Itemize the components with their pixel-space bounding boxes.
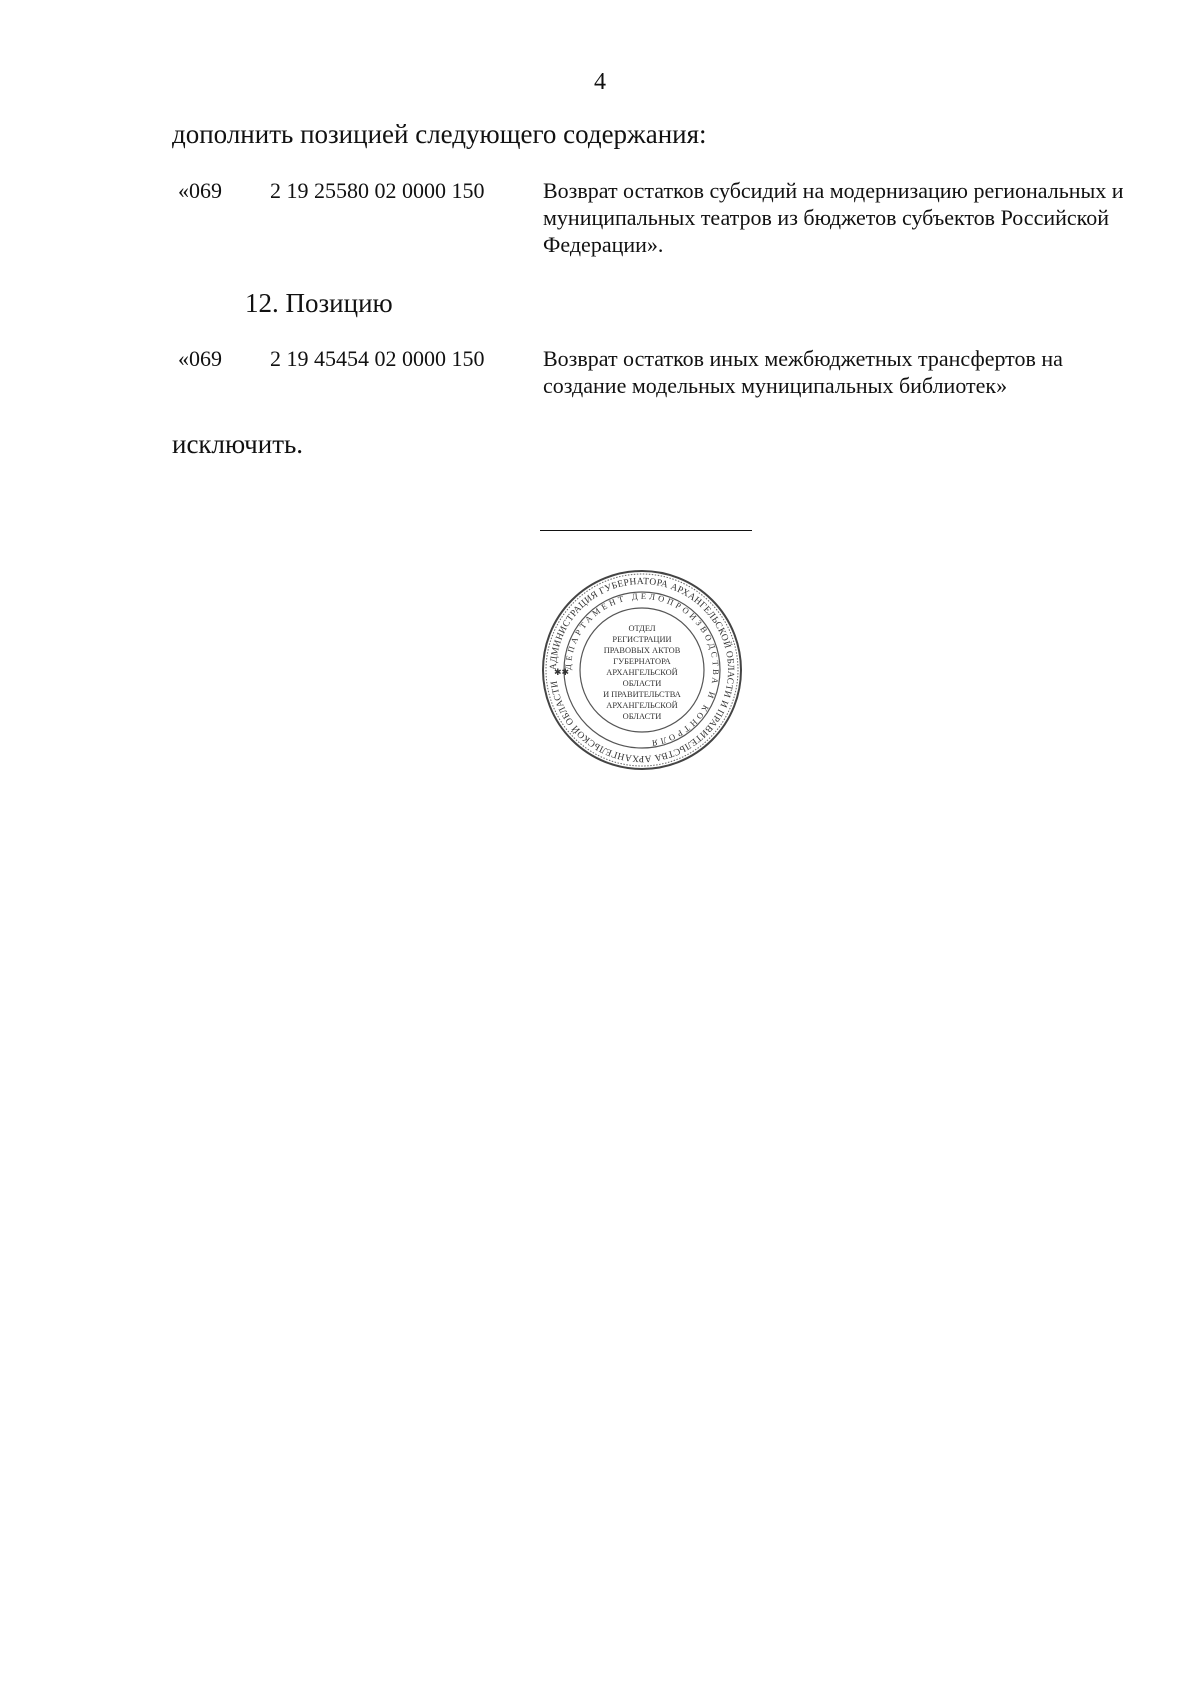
svg-text:✱✱: ✱✱ xyxy=(554,667,570,677)
item-heading: 12. Позицию xyxy=(245,288,393,318)
budget-classification-code: 2 19 45454 02 0000 150 xyxy=(270,346,485,371)
income-description: Возврат остатков иных межбюджетных трансфертов на создание модельных муниципальных библиотек» xyxy=(543,346,1063,398)
seal-center-line: АРХАНГЕЛЬСКОЙ xyxy=(606,701,678,710)
seal-outer-text: АДМИНИСТРАЦИЯ ГУБЕРНАТОРА АРХАНГЕЛЬСКОЙ ОБЛАСТИ И ПРАВИТЕЛЬСТВА АРХАНГЕЛЬСКОЙ ОБЛАСТИ xyxy=(548,576,736,764)
seal-center-line: РЕГИСТРАЦИИ xyxy=(612,635,672,644)
seal-center-line: ПРАВОВЫХ АКТОВ xyxy=(603,646,681,655)
seal-center-line: ОБЛАСТИ xyxy=(622,712,662,721)
seal-star-icon xyxy=(554,667,569,677)
seal-center-line: ОТДЕЛ xyxy=(628,624,656,633)
seal-center-line: АРХАНГЕЛЬСКОЙ xyxy=(606,668,678,677)
seal-center-line: И ПРАВИТЕЛЬСТВА xyxy=(603,690,681,699)
seal-ring-text: ДЕПАРТАМЕНТ ДЕЛОПРОИЗВОДСТВА И КОНТРОЛЯ xyxy=(562,590,722,749)
intro-paragraph: дополнить позицией следующего содержания: xyxy=(172,119,707,149)
budget-classification-code: 2 19 25580 02 0000 150 xyxy=(270,178,485,203)
closing-paragraph: исключить. xyxy=(172,429,304,459)
signature-line xyxy=(540,530,752,531)
page-number: 4 xyxy=(594,69,606,95)
income-description: Возврат остатков субсидий на модернизацию региональных и муниципальных театров из бюджетов субъектов Российской Федерации». xyxy=(543,178,1124,257)
seal-center-line: ОБЛАСТИ xyxy=(622,679,662,688)
admin-code: «069 xyxy=(178,178,222,203)
official-seal xyxy=(540,568,744,772)
seal-center-line: ГУБЕРНАТОРА xyxy=(613,657,671,666)
seal-icon xyxy=(540,568,744,772)
admin-code: «069 xyxy=(178,346,222,371)
